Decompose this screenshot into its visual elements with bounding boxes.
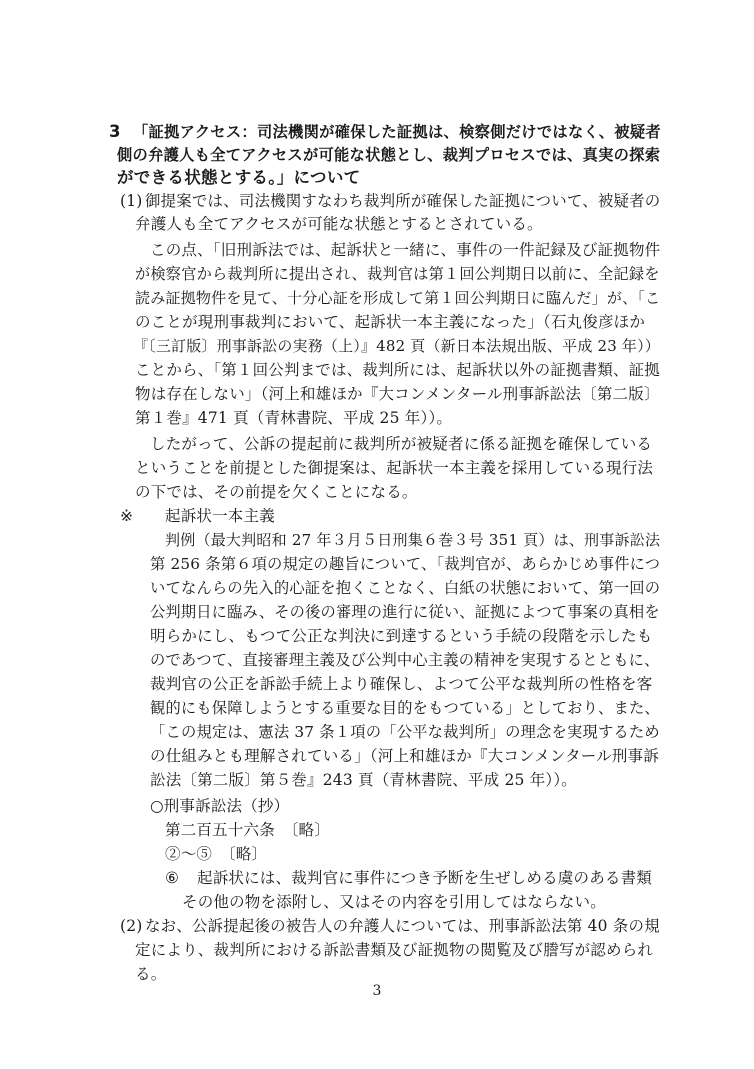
note-line: 明らかにし、もつて公正な判決に到達するという手続の段階を示したも — [150, 627, 653, 645]
section-title-line: 「証拠アクセス：司法機関が確保した証拠は、検察側だけではなく、被疑者 — [133, 123, 661, 141]
statute-item-marker: ⑥ — [165, 869, 180, 887]
paragraph-line: の下では、その前提を欠くことになる。 — [135, 483, 418, 501]
note-line: 裁判官の公正を訴訟手続上より確保し、よつて公平な裁判所の性格を客 — [150, 675, 653, 693]
paragraph-line: のことが現刑事裁判において、起訴状一本主義になった」（石丸俊彦ほか — [135, 313, 646, 331]
item2-line: 定により、裁判所における訴訟書類及び証拠物の閲覧及び謄写が認められ — [135, 941, 654, 959]
item-marker: (1) — [120, 192, 143, 210]
statute-title: ○刑事訴訟法（抄） — [150, 797, 290, 815]
note-line: 「この規定は、憲法 37 条１項の「公平な裁判所」の理念を実現するため — [150, 723, 660, 741]
item2-line: なお、公訴提起後の被告人の弁護人については、刑事訴訟法第 40 条の規 — [145, 917, 660, 935]
item1-line: 御提案では、司法機関すなわち裁判所が確保した証拠について、被疑者の — [145, 192, 661, 210]
paragraph-line: この点、「旧刑訴法では、起訴状と一緒に、事件の一件記録及び証拠物件 — [150, 241, 661, 259]
paragraph-line: が検察官から裁判所に提出され、裁判官は第１回公判期日以前に、全記録を — [135, 265, 660, 283]
item1-line: 弁護人も全てアクセスが可能な状態とするとされている。 — [135, 215, 543, 233]
item2-line: る。 — [135, 965, 167, 983]
note-line: の仕組みとも理解されている」（河上和雄ほか『大コンメンタール刑事訴 — [150, 747, 659, 765]
paragraph-line: 第１巻』471 頁（青林書院、平成 25 年））。 — [135, 409, 453, 427]
section-title-line: ができる状態とする。」について — [117, 168, 361, 187]
note-line: 観的にも保障しようとする重要な目的をもつている」としており、また、 — [150, 699, 660, 717]
section-title-line: 側の弁護人も全てアクセスが可能な状態とし、裁判プロセスでは、真実の探索 — [117, 146, 661, 164]
note-marker: ※ — [120, 507, 134, 525]
note-line: 第 256 条第６項の規定の趣旨について、「裁判官が、あらかじめ事件につ — [150, 555, 661, 573]
statute-items: ②～⑤ 〔略〕 — [165, 845, 268, 863]
note-title: 起訴状一本主義 — [165, 507, 275, 525]
note-line: 訟法〔第二版〕第５巻』243 頁（青林書院、平成 25 年））。 — [150, 771, 577, 789]
paragraph-line: ことから、「第１回公判までは、裁判所には、起訴状以外の証拠書類、証拠 — [135, 361, 661, 379]
statute-article: 第二百五十六条 〔略〕 — [165, 821, 330, 839]
page-number: 3 — [372, 983, 382, 999]
note-line: いてなんらの先入的心証を抱くことなく、白紙の状態において、第一回の — [150, 579, 661, 597]
paragraph-line: 『〔三訂版〕刑事訴訟の実務（上）』482 頁（新日本法規出版、平成 23 年）） — [133, 337, 660, 355]
paragraph-line: したがって、公訴の提起前に裁判所が被疑者に係る証拠を確保している — [150, 435, 653, 453]
paragraph-line: ということを前提とした御提案は、起訴状一本主義を採用している現行法 — [135, 459, 654, 477]
note-line: 判例（最大判昭和 27 年３月５日刑集６巻３号 351 頁）は、刑事訴訟法 — [165, 531, 661, 549]
statute-item-line: その他の物を添附し、又はその内容を引用してはならない。 — [182, 893, 606, 911]
section-number: 3 — [109, 122, 121, 141]
statute-item-line: 起訴状には、裁判官に事件につき予断を生ぜしめる虞のある書類 — [197, 869, 652, 887]
item-marker: (2) — [120, 917, 143, 935]
paragraph-line: 物は存在しない」（河上和雄ほか『大コンメンタール刑事訴訟法〔第二版〕 — [135, 385, 660, 403]
note-line: 公判期日に臨み、その後の審理の進行に従い、証拠によつて事案の真相を — [150, 603, 660, 621]
note-line: のであつて、直接審理主義及び公判中心主義の精神を実現するとともに、 — [150, 651, 660, 669]
paragraph-line: 読み証拠物件を見て、十分心証を形成して第１回公判期日に臨んだ」が、「こ — [135, 289, 661, 307]
